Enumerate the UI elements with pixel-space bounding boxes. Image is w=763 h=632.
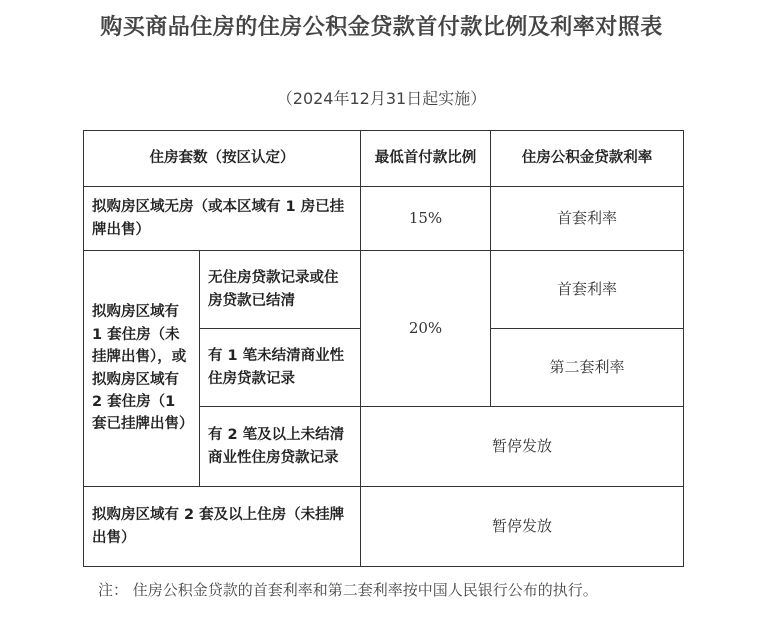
table-row [84, 187, 684, 251]
header-loan-rate: 住房公积金贷款利率 [491, 131, 684, 187]
sub-two-loans-label: 有 2 笔及以上未结清商业性住房贷款记录 [200, 407, 361, 487]
sub-two-loans-status: 暂停发放 [361, 407, 684, 487]
sub-no-loan-rate: 首套利率 [491, 251, 684, 329]
page-title: 购买商品住房的住房公积金贷款首付款比例及利率对照表 [100, 15, 663, 40]
group-ratio: 20% [361, 251, 491, 407]
row-no-house-label: 拟购房区域无房（或本区域有 1 房已挂牌出售） [84, 187, 361, 251]
sub-one-loan-rate: 第二套利率 [491, 329, 684, 407]
header-min-down-payment: 最低首付款比例 [361, 131, 491, 187]
table-row [84, 251, 684, 329]
row-two-plus-label: 拟购房区域有 2 套及以上住房（未挂牌出售） [84, 487, 361, 567]
sub-one-loan-label: 有 1 笔未结清商业性住房贷款记录 [200, 329, 361, 407]
table-header-row [84, 131, 684, 187]
effective-date: （2024年12月31日起实施） [276, 89, 487, 108]
group-one-house-label: 拟购房区域有 1 套住房（未挂牌出售），或拟购房区域有 2 套住房（1 套已挂牌出售） [84, 251, 200, 487]
row-no-house-ratio: 15% [361, 187, 491, 251]
row-no-house-rate: 首套利率 [491, 187, 684, 251]
header-housing-count: 住房套数（按区认定） [84, 131, 361, 187]
row-two-plus-status: 暂停发放 [361, 487, 684, 567]
sub-no-loan-label: 无住房贷款记录或住房贷款已结清 [200, 251, 361, 329]
rate-table [83, 130, 684, 567]
footnote: 注： 住房公积金贷款的首套利率和第二套利率按中国人民银行公布的执行。 [98, 581, 598, 599]
table-row [84, 487, 684, 567]
